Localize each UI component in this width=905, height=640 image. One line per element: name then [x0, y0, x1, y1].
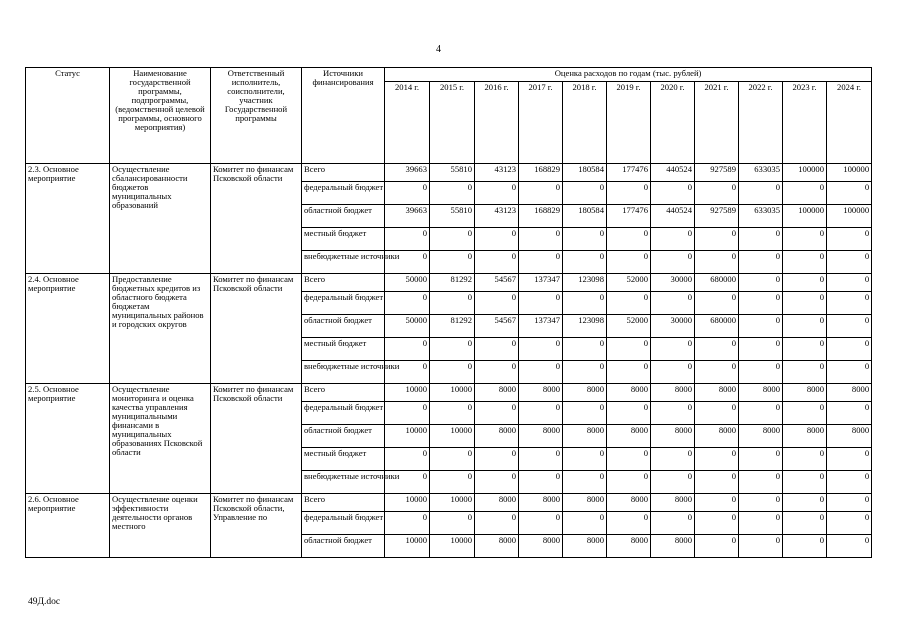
amount-cell: 0 [651, 292, 695, 315]
amount-cell: 0 [783, 274, 827, 292]
amount-cell: 680000 [695, 315, 739, 338]
amount-cell: 39663 [385, 205, 430, 228]
amount-cell: 0 [827, 315, 872, 338]
table-row [26, 164, 872, 182]
amount-cell: 0 [385, 512, 430, 535]
amount-cell: 0 [739, 338, 783, 361]
amount-cell: 0 [783, 448, 827, 471]
activity-name: Осуществление сбалансированности бюджетов муниципальных образований [110, 164, 211, 274]
amount-cell: 440524 [651, 205, 695, 228]
amount-cell: 8000 [783, 384, 827, 402]
amount-cell: 8000 [739, 384, 783, 402]
amount-cell: 0 [783, 361, 827, 384]
amount-cell: 0 [783, 402, 827, 425]
amount-cell: 0 [651, 512, 695, 535]
table-row [26, 384, 872, 402]
amount-cell: 0 [430, 251, 475, 274]
amount-cell: 0 [827, 292, 872, 315]
amount-cell: 8000 [475, 425, 519, 448]
activity-status: 2.5. Основное мероприятие [26, 384, 110, 494]
activity-status: 2.4. Основное мероприятие [26, 274, 110, 384]
amount-cell: 0 [739, 315, 783, 338]
amount-cell: 8000 [519, 494, 563, 512]
amount-cell: 0 [827, 402, 872, 425]
amount-cell: 0 [385, 361, 430, 384]
amount-cell: 177476 [607, 164, 651, 182]
amount-cell: 0 [430, 338, 475, 361]
amount-cell: 680000 [695, 274, 739, 292]
header-program-name: Наименование государственной программы, подпрограммы, (ведомственной целевой программы, основного мероприятия) [110, 68, 211, 164]
amount-cell: 10000 [385, 384, 430, 402]
amount-cell: 0 [695, 251, 739, 274]
activity-executor: Комитет по финансам Псковской области, Управление по [211, 494, 302, 558]
amount-cell: 0 [563, 402, 607, 425]
amount-cell: 180584 [563, 205, 607, 228]
amount-cell: 0 [563, 292, 607, 315]
amount-cell: 440524 [651, 164, 695, 182]
activity-executor: Комитет по финансам Псковской области [211, 384, 302, 494]
amount-cell: 0 [695, 494, 739, 512]
funding-source: Всего [302, 384, 385, 402]
amount-cell: 0 [739, 535, 783, 558]
activity-name: Осуществление мониторинга и оценка качества управления муниципальными финансами в муниципальных образованиях Псковской области [110, 384, 211, 494]
amount-cell: 43123 [475, 164, 519, 182]
activity-executor: Комитет по финансам Псковской области [211, 274, 302, 384]
amount-cell: 0 [695, 448, 739, 471]
footer-filename: 49Д.doc [28, 597, 61, 607]
amount-cell: 0 [385, 182, 430, 205]
amount-cell: 0 [739, 228, 783, 251]
amount-cell: 0 [385, 402, 430, 425]
amount-cell: 137347 [519, 315, 563, 338]
amount-cell: 0 [475, 338, 519, 361]
amount-cell: 0 [783, 512, 827, 535]
amount-cell: 927589 [695, 164, 739, 182]
amount-cell: 0 [430, 361, 475, 384]
amount-cell: 0 [739, 182, 783, 205]
funding-source: внебюджетные источники [302, 251, 385, 274]
amount-cell: 0 [475, 292, 519, 315]
amount-cell: 0 [651, 361, 695, 384]
amount-cell: 0 [607, 251, 651, 274]
amount-cell: 0 [827, 338, 872, 361]
amount-cell: 8000 [475, 384, 519, 402]
amount-cell: 0 [783, 494, 827, 512]
amount-cell: 0 [651, 402, 695, 425]
header-sources: Источники финансирования [302, 68, 385, 164]
amount-cell: 0 [695, 535, 739, 558]
amount-cell: 50000 [385, 274, 430, 292]
amount-cell: 0 [783, 315, 827, 338]
table-row [26, 274, 872, 292]
funding-source: местный бюджет [302, 448, 385, 471]
expenditure-table [25, 67, 872, 558]
amount-cell: 0 [739, 274, 783, 292]
funding-source: федеральный бюджет [302, 512, 385, 535]
header-year: 2015 г. [430, 82, 475, 164]
amount-cell: 0 [607, 512, 651, 535]
amount-cell: 54567 [475, 315, 519, 338]
amount-cell: 0 [430, 448, 475, 471]
amount-cell: 0 [475, 361, 519, 384]
amount-cell: 81292 [430, 274, 475, 292]
header-status: Статус [26, 68, 110, 164]
funding-source: федеральный бюджет [302, 182, 385, 205]
amount-cell: 0 [385, 471, 430, 494]
amount-cell: 0 [430, 228, 475, 251]
amount-cell: 0 [519, 361, 563, 384]
amount-cell: 0 [519, 182, 563, 205]
amount-cell: 8000 [695, 425, 739, 448]
amount-cell: 8000 [607, 494, 651, 512]
amount-cell: 0 [607, 402, 651, 425]
amount-cell: 0 [607, 448, 651, 471]
amount-cell: 8000 [651, 384, 695, 402]
amount-cell: 39663 [385, 164, 430, 182]
amount-cell: 0 [695, 361, 739, 384]
amount-cell: 0 [563, 228, 607, 251]
amount-cell: 0 [430, 292, 475, 315]
amount-cell: 0 [783, 535, 827, 558]
amount-cell: 0 [651, 338, 695, 361]
amount-cell: 0 [563, 448, 607, 471]
amount-cell: 0 [475, 182, 519, 205]
amount-cell: 0 [739, 448, 783, 471]
amount-cell: 0 [430, 402, 475, 425]
amount-cell: 0 [695, 402, 739, 425]
funding-source: Всего [302, 164, 385, 182]
amount-cell: 30000 [651, 274, 695, 292]
amount-cell: 0 [827, 535, 872, 558]
amount-cell: 177476 [607, 205, 651, 228]
header-year: 2023 г. [783, 82, 827, 164]
amount-cell: 8000 [651, 494, 695, 512]
activity-status: 2.6. Основное мероприятие [26, 494, 110, 558]
header-year: 2017 г. [519, 82, 563, 164]
header-year: 2024 г. [827, 82, 872, 164]
amount-cell: 55810 [430, 164, 475, 182]
amount-cell: 0 [783, 228, 827, 251]
header-year: 2022 г. [739, 82, 783, 164]
amount-cell: 0 [783, 471, 827, 494]
funding-source: федеральный бюджет [302, 292, 385, 315]
amount-cell: 0 [519, 251, 563, 274]
amount-cell: 0 [385, 251, 430, 274]
amount-cell: 8000 [607, 384, 651, 402]
amount-cell: 0 [475, 471, 519, 494]
amount-cell: 8000 [827, 425, 872, 448]
amount-cell: 0 [563, 512, 607, 535]
amount-cell: 54567 [475, 274, 519, 292]
table-row [26, 494, 872, 512]
amount-cell: 10000 [385, 494, 430, 512]
amount-cell: 0 [651, 228, 695, 251]
funding-source: областной бюджет [302, 205, 385, 228]
amount-cell: 0 [430, 512, 475, 535]
amount-cell: 8000 [519, 535, 563, 558]
funding-source: внебюджетные источники [302, 471, 385, 494]
amount-cell: 0 [695, 471, 739, 494]
amount-cell: 8000 [607, 425, 651, 448]
amount-cell: 0 [739, 251, 783, 274]
funding-source: местный бюджет [302, 338, 385, 361]
amount-cell: 10000 [385, 535, 430, 558]
amount-cell: 0 [519, 448, 563, 471]
amount-cell: 0 [475, 228, 519, 251]
funding-source: областной бюджет [302, 535, 385, 558]
amount-cell: 0 [385, 292, 430, 315]
amount-cell: 100000 [827, 164, 872, 182]
amount-cell: 100000 [827, 205, 872, 228]
amount-cell: 0 [739, 361, 783, 384]
amount-cell: 0 [651, 448, 695, 471]
amount-cell: 10000 [430, 494, 475, 512]
amount-cell: 8000 [695, 384, 739, 402]
amount-cell: 8000 [475, 535, 519, 558]
amount-cell: 0 [827, 471, 872, 494]
funding-source: местный бюджет [302, 228, 385, 251]
amount-cell: 0 [519, 402, 563, 425]
amount-cell: 0 [475, 448, 519, 471]
page-number: 4 [436, 44, 441, 55]
activity-status: 2.3. Основное мероприятие [26, 164, 110, 274]
amount-cell: 0 [607, 471, 651, 494]
header-executor: Ответственный исполнитель, соисполнители, участник Государственной программы [211, 68, 302, 164]
amount-cell: 10000 [385, 425, 430, 448]
amount-cell: 8000 [563, 425, 607, 448]
amount-cell: 0 [695, 338, 739, 361]
amount-cell: 0 [607, 228, 651, 251]
amount-cell: 0 [783, 182, 827, 205]
amount-cell: 0 [475, 512, 519, 535]
amount-cell: 123098 [563, 274, 607, 292]
header-year: 2014 г. [385, 82, 430, 164]
amount-cell: 180584 [563, 164, 607, 182]
amount-cell: 0 [739, 402, 783, 425]
amount-cell: 0 [519, 512, 563, 535]
amount-cell: 0 [475, 251, 519, 274]
amount-cell: 8000 [651, 425, 695, 448]
amount-cell: 137347 [519, 274, 563, 292]
funding-source: областной бюджет [302, 315, 385, 338]
amount-cell: 927589 [695, 205, 739, 228]
amount-cell: 0 [651, 471, 695, 494]
amount-cell: 633035 [739, 205, 783, 228]
amount-cell: 0 [563, 182, 607, 205]
amount-cell: 0 [827, 512, 872, 535]
header-estimate: Оценка расходов по годам (тыс. рублей) [385, 68, 872, 82]
amount-cell: 8000 [783, 425, 827, 448]
funding-source: областной бюджет [302, 425, 385, 448]
amount-cell: 0 [695, 182, 739, 205]
amount-cell: 0 [563, 471, 607, 494]
amount-cell: 52000 [607, 274, 651, 292]
amount-cell: 0 [563, 361, 607, 384]
header-year: 2020 г. [651, 82, 695, 164]
amount-cell: 0 [607, 338, 651, 361]
amount-cell: 8000 [607, 535, 651, 558]
amount-cell: 43123 [475, 205, 519, 228]
amount-cell: 8000 [651, 535, 695, 558]
amount-cell: 10000 [430, 535, 475, 558]
amount-cell: 8000 [519, 425, 563, 448]
amount-cell: 123098 [563, 315, 607, 338]
amount-cell: 0 [827, 228, 872, 251]
activity-name: Предоставление бюджетных кредитов из областного бюджета бюджетам муниципальных районов и городских округов [110, 274, 211, 384]
amount-cell: 0 [739, 292, 783, 315]
amount-cell: 0 [563, 338, 607, 361]
amount-cell: 0 [651, 182, 695, 205]
amount-cell: 81292 [430, 315, 475, 338]
amount-cell: 0 [607, 361, 651, 384]
amount-cell: 0 [385, 228, 430, 251]
amount-cell: 0 [739, 512, 783, 535]
header-year: 2018 г. [563, 82, 607, 164]
amount-cell: 8000 [739, 425, 783, 448]
header-year: 2019 г. [607, 82, 651, 164]
amount-cell: 0 [563, 251, 607, 274]
funding-source: Всего [302, 274, 385, 292]
amount-cell: 0 [607, 182, 651, 205]
table-body [26, 164, 872, 558]
amount-cell: 0 [430, 471, 475, 494]
amount-cell: 8000 [827, 384, 872, 402]
amount-cell: 0 [519, 471, 563, 494]
funding-source: федеральный бюджет [302, 402, 385, 425]
amount-cell: 0 [739, 494, 783, 512]
funding-source: внебюджетные источники [302, 361, 385, 384]
amount-cell: 0 [827, 361, 872, 384]
amount-cell: 0 [519, 338, 563, 361]
amount-cell: 168829 [519, 164, 563, 182]
amount-cell: 30000 [651, 315, 695, 338]
amount-cell: 0 [385, 338, 430, 361]
amount-cell: 10000 [430, 384, 475, 402]
activity-name: Осуществление оценки эффективности деятельности органов местного [110, 494, 211, 558]
amount-cell: 100000 [783, 164, 827, 182]
amount-cell: 0 [519, 228, 563, 251]
header-year: 2016 г. [475, 82, 519, 164]
amount-cell: 8000 [519, 384, 563, 402]
amount-cell: 0 [695, 228, 739, 251]
amount-cell: 168829 [519, 205, 563, 228]
amount-cell: 0 [430, 182, 475, 205]
activity-executor: Комитет по финансам Псковской области [211, 164, 302, 274]
amount-cell: 8000 [563, 384, 607, 402]
amount-cell: 0 [651, 251, 695, 274]
amount-cell: 0 [695, 512, 739, 535]
amount-cell: 0 [475, 402, 519, 425]
amount-cell: 8000 [475, 494, 519, 512]
amount-cell: 0 [827, 274, 872, 292]
amount-cell: 0 [695, 292, 739, 315]
amount-cell: 0 [739, 471, 783, 494]
amount-cell: 0 [827, 448, 872, 471]
amount-cell: 0 [783, 251, 827, 274]
amount-cell: 0 [827, 494, 872, 512]
amount-cell: 50000 [385, 315, 430, 338]
amount-cell: 0 [519, 292, 563, 315]
amount-cell: 0 [827, 251, 872, 274]
amount-cell: 8000 [563, 535, 607, 558]
amount-cell: 10000 [430, 425, 475, 448]
amount-cell: 0 [607, 292, 651, 315]
amount-cell: 633035 [739, 164, 783, 182]
amount-cell: 0 [783, 292, 827, 315]
header-year: 2021 г. [695, 82, 739, 164]
amount-cell: 8000 [563, 494, 607, 512]
funding-source: Всего [302, 494, 385, 512]
amount-cell: 100000 [783, 205, 827, 228]
amount-cell: 0 [385, 448, 430, 471]
amount-cell: 0 [827, 182, 872, 205]
amount-cell: 52000 [607, 315, 651, 338]
amount-cell: 55810 [430, 205, 475, 228]
amount-cell: 0 [783, 338, 827, 361]
